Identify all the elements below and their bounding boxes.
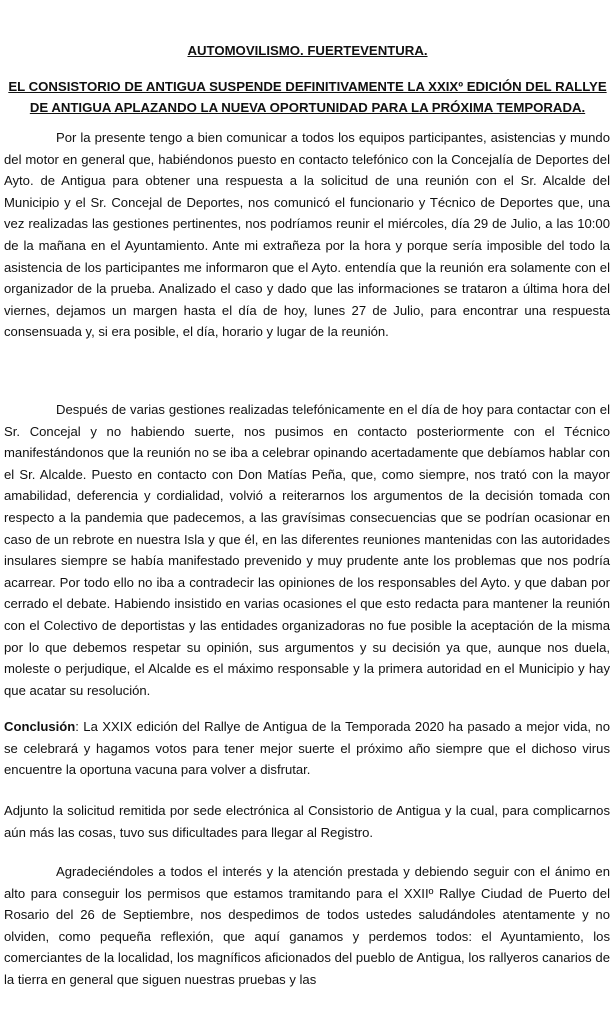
paragraph-farewell: Agradeciéndoles a todos el interés y la atención prestada y debiendo seguir con el ánimo en alto para conseguir los permisos que estamos tramitando para el XXIIº Rallye Ciudad de Puerto del Rosario del 26 de Septiembre, nos despedimos de todos ustedes saludándoles atentamente y no olviden, como pequeña reflexión, que aquí ganamos y perdemos todos: el Ayuntamiento, los comerciantes de la localidad, los magníficos aficionados del pueblo de Antigua, los rallyeros canarios de la tierra en general que siguen nuestras pruebas y las	[4, 864, 610, 987]
headline: EL CONSISTORIO DE ANTIGUA SUSPENDE DEFINITIVAMENTE LA XXIXº EDICIÓN DEL RALLYE DE ANTIGUA APLAZANDO LA NUEVA OPORTUNIDAD PARA LA PRÓXIMA TEMPORADA.	[8, 79, 607, 115]
section-title: AUTOMOVILISMO. FUERTEVENTURA.	[187, 43, 428, 58]
conclusion-paragraph	[4, 716, 610, 781]
paragraph-attachment: Adjunto la solicitud remitida por sede electrónica al Consistorio de Antigua y la cual, para complicarnos aún más las cosas, tuvo sus dificultades para llegar al Registro.	[4, 803, 610, 840]
paragraph-2: Después de varias gestiones realizadas telefónicamente en el día de hoy para contactar con el Sr. Concejal y no habiendo suerte, nos pusimos en contacto posteriormente con el Técnico manifestándonos que la reunión no se iba a celebrar opinando acertadamente que debíamos hablar con el Sr. Alcalde. Puesto en contacto con Don Matías Peña, que, como siempre, nos trató con la mayor amabilidad, deferencia y cordialidad, volvió a reiterarnos los argumentos de la decisión tomada con respecto a la pandemia que padecemos, a las gravísimas consecuencias que se podrían ocasionar en caso de un rebrote en nuestra Isla y que él, en las diferentes reuniones mantenidas con las autoridades insulares siempre se había manifestado prevenido y muy prudente ante los problemas que nos podría acarrear. Por todo ello no iba a contradecir las opiniones de los responsables del Ayto. y que daban por cerrado el debate. Habiendo insistido en varias ocasiones el que esto redacta para mantener la reunión con el Colectivo de deportistas y las entidades organizadoras no fue posible la aceptación de la misma por lo que debemos respetar su opinión, sus argumentos y su decisión ya que, aunque nos duela, moleste o perjudique, el Alcalde es el máximo responsable y la primera autoridad en el Municipio y hay que acatar su resolución.	[4, 402, 610, 698]
conclusion-text: : La XXIX edición del Rallye de Antigua de la Temporada 2020 ha pasado a mejor vida, no se celebrará y hagamos votos para tener mejor suerte el próximo año siempre que el dichoso virus encuentre la oportuna vacuna para volver a disfrutar.	[4, 719, 610, 778]
conclusion-label: Conclusión	[4, 719, 76, 734]
paragraph-1: Por la presente tengo a bien comunicar a todos los equipos participantes, asistencias y mundo del motor en general que, habiéndonos puesto en contacto telefónico con la Concejalía de Deportes del Ayto. de Antigua para obtener una respuesta a la solicitud de una reunión con el Sr. Alcalde del Municipio y el Sr. Concejal de Deportes, nos comunicó el funcionario y Técnico de Deportes que, una vez realizadas las gestiones pertinentes, nos podríamos reunir el miércoles, día 29 de Julio, a las 10:00 de la mañana en el Ayuntamiento. Ante mi extrañeza por la hora y porque sería imposible del todo la asistencia de los participantes me informaron que el Ayto. entendía que la reunión era solamente con el organizador de la prueba. Analizado el caso y dado que las informaciones se trataron a última hora del viernes, dejamos un margen hasta el día de hoy, lunes 27 de Julio, para encontrar una respuesta consensuada y, si era posible, el día, horario y lugar de la reunión.	[4, 130, 610, 340]
